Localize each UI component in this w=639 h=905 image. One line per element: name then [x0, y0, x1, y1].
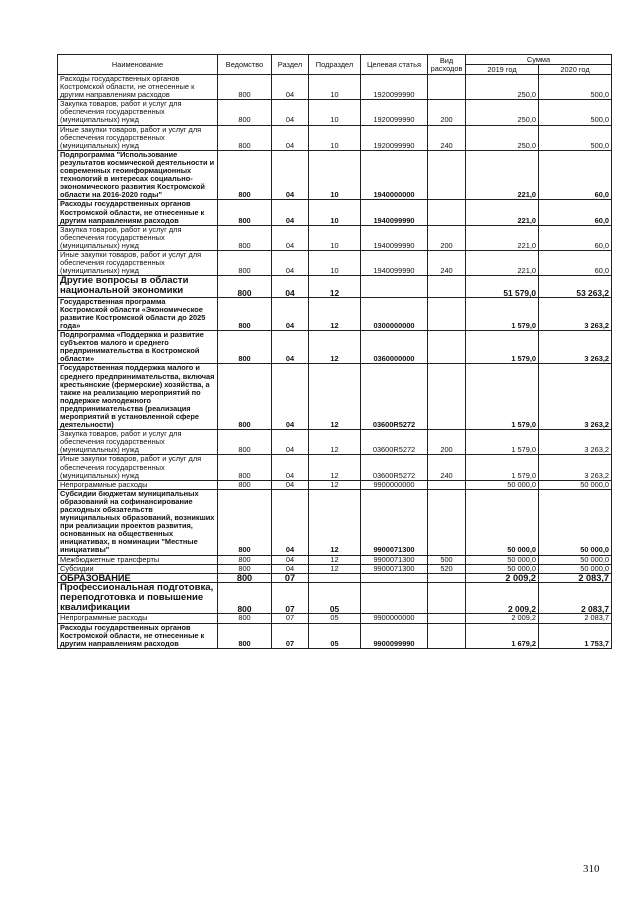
- table-cell-dept: 800: [218, 225, 272, 250]
- table-cell-name: Подпрограмма «Поддержка и развитие субъектов малого и среднего предпринимательства в Костромской области»: [58, 331, 218, 364]
- table-cell-2019: 250,0: [466, 100, 539, 125]
- table-cell-dept: 800: [218, 480, 272, 489]
- table-cell-exptype: [428, 75, 466, 100]
- table-cell-subsection: 12: [309, 297, 361, 330]
- table-cell-2020: 3 263,2: [539, 364, 612, 430]
- table-cell-dept: 800: [218, 555, 272, 564]
- table-cell-section: 07: [272, 573, 309, 582]
- table-cell-dept: 800: [218, 276, 272, 297]
- table-cell-target: [361, 276, 428, 297]
- table-cell-dept: 800: [218, 582, 272, 614]
- table-cell-2020: 3 263,2: [539, 297, 612, 330]
- table-cell-2019: 250,0: [466, 75, 539, 100]
- table-cell-exptype: 520: [428, 564, 466, 573]
- table-cell-2019: 50 000,0: [466, 489, 539, 555]
- table-cell-target: 03600R5272: [361, 455, 428, 480]
- table-cell-exptype: 200: [428, 430, 466, 455]
- table-cell-section: 04: [272, 75, 309, 100]
- table-cell-subsection: 12: [309, 430, 361, 455]
- table-cell-subsection: 10: [309, 100, 361, 125]
- table-cell-target: 1940099990: [361, 200, 428, 225]
- table-cell-2020: 3 263,2: [539, 455, 612, 480]
- header-dept: Ведомство: [218, 55, 272, 75]
- table-cell-2019: 1 579,0: [466, 364, 539, 430]
- table-cell-target: 1920099990: [361, 125, 428, 150]
- table-cell-2020: 500,0: [539, 100, 612, 125]
- table-cell-name: Подпрограмма "Использование результатов космической деятельности и современных геоинформационных технологий в интересах социально-экономического развития Костромской области на 2016-2020 годы": [58, 150, 218, 200]
- table-cell-section: 04: [272, 150, 309, 200]
- header-2019: 2019 год: [466, 65, 539, 75]
- table-cell-name: Непрограммные расходы: [58, 614, 218, 623]
- table-cell-exptype: [428, 364, 466, 430]
- table-cell-2020: 3 263,2: [539, 430, 612, 455]
- table-row: [58, 455, 612, 480]
- table-cell-name: Субсидии: [58, 564, 218, 573]
- table-cell-section: 04: [272, 200, 309, 225]
- table-cell-exptype: [428, 200, 466, 225]
- table-cell-target: 9900000000: [361, 614, 428, 623]
- table-cell-exptype: [428, 582, 466, 614]
- table-cell-exptype: 500: [428, 555, 466, 564]
- header-subsection: Подраздел: [309, 55, 361, 75]
- table-cell-dept: 800: [218, 100, 272, 125]
- table-cell-exptype: 240: [428, 455, 466, 480]
- table-cell-dept: 800: [218, 200, 272, 225]
- table-cell-section: 04: [272, 331, 309, 364]
- table-cell-2019: 2 009,2: [466, 614, 539, 623]
- table-row: [58, 150, 612, 200]
- table-cell-subsection: 12: [309, 364, 361, 430]
- table-cell-2020: 2 083,7: [539, 582, 612, 614]
- table-row: [58, 276, 612, 297]
- table-cell-name: Закупка товаров, работ и услуг для обеспечения государственных (муниципальных) нужд: [58, 225, 218, 250]
- table-cell-subsection: 12: [309, 331, 361, 364]
- table-cell-section: 04: [272, 225, 309, 250]
- table-cell-2019: 1 579,0: [466, 297, 539, 330]
- table-cell-dept: 800: [218, 455, 272, 480]
- table-cell-target: 1940000000: [361, 150, 428, 200]
- header-sum: Сумма: [466, 55, 612, 65]
- table-row: [58, 225, 612, 250]
- header-target: Целевая статья: [361, 55, 428, 75]
- table-cell-subsection: 10: [309, 200, 361, 225]
- table-cell-exptype: [428, 297, 466, 330]
- table-cell-2019: 50 000,0: [466, 555, 539, 564]
- table-cell-2019: 221,0: [466, 200, 539, 225]
- table-cell-section: 04: [272, 455, 309, 480]
- table-cell-2020: 50 000,0: [539, 489, 612, 555]
- table-cell-section: 04: [272, 125, 309, 150]
- table-row: [58, 480, 612, 489]
- table-cell-2019: 2 009,2: [466, 573, 539, 582]
- table-cell-target: 9900099990: [361, 623, 428, 648]
- table-cell-dept: 800: [218, 614, 272, 623]
- table-cell-name: Государственная поддержка малого и среднего предпринимательства, включая крестьянские (фермерские) хозяйства, а также на реализацию мероприятий по поддержке молодежного предпринимательства (реализация мероприятий в установленной сфере деятельности): [58, 364, 218, 430]
- table-row: [58, 125, 612, 150]
- table-cell-section: 07: [272, 582, 309, 614]
- table-cell-target: [361, 582, 428, 614]
- table-cell-exptype: [428, 276, 466, 297]
- table-cell-2020: 2 083,7: [539, 614, 612, 623]
- table-cell-dept: 800: [218, 430, 272, 455]
- table-cell-target: [361, 573, 428, 582]
- table-cell-target: 1940099990: [361, 250, 428, 275]
- table-cell-target: 03600R5272: [361, 364, 428, 430]
- table-cell-name: Расходы государственных органов Костромской области, не отнесенные к другим направлениям расходов: [58, 200, 218, 225]
- table-cell-name: Иные закупки товаров, работ и услуг для обеспечения государственных (муниципальных) нужд: [58, 455, 218, 480]
- table-cell-subsection: 12: [309, 480, 361, 489]
- table-cell-target: 03600R5272: [361, 430, 428, 455]
- table-cell-2019: 1 579,0: [466, 430, 539, 455]
- table-cell-name: Расходы государственных органов Костромской области, не отнесенные к другим направлениям расходов: [58, 623, 218, 648]
- table-cell-2019: 1 579,0: [466, 331, 539, 364]
- table-row: [58, 555, 612, 564]
- table-cell-subsection: 12: [309, 564, 361, 573]
- table-cell-section: 04: [272, 297, 309, 330]
- table-cell-subsection: 12: [309, 489, 361, 555]
- table-cell-target: 1940099990: [361, 225, 428, 250]
- table-cell-2020: 60,0: [539, 200, 612, 225]
- table-cell-dept: 800: [218, 150, 272, 200]
- table-cell-section: 07: [272, 614, 309, 623]
- table-cell-subsection: 12: [309, 276, 361, 297]
- table-cell-section: 04: [272, 250, 309, 275]
- table-cell-subsection: 05: [309, 623, 361, 648]
- table-cell-target: 1920099990: [361, 75, 428, 100]
- table-cell-2019: 51 579,0: [466, 276, 539, 297]
- table-row: [58, 564, 612, 573]
- table-cell-name: Иные закупки товаров, работ и услуг для обеспечения государственных (муниципальных) нужд: [58, 250, 218, 275]
- table-cell-dept: 800: [218, 125, 272, 150]
- table-cell-name: Иные закупки товаров, работ и услуг для обеспечения государственных (муниципальных) нужд: [58, 125, 218, 150]
- table-cell-section: 07: [272, 623, 309, 648]
- table-cell-dept: 800: [218, 489, 272, 555]
- table-cell-target: 9900000000: [361, 480, 428, 489]
- table-cell-name: Межбюджетные трансферты: [58, 555, 218, 564]
- table-cell-2019: 221,0: [466, 150, 539, 200]
- budget-table: [57, 54, 612, 649]
- table-cell-subsection: 10: [309, 250, 361, 275]
- table-cell-2019: 2 009,2: [466, 582, 539, 614]
- table-cell-2020: 60,0: [539, 250, 612, 275]
- table-header: [58, 55, 612, 75]
- table-row: [58, 614, 612, 623]
- table-row: [58, 364, 612, 430]
- table-cell-target: 9900071300: [361, 564, 428, 573]
- table-cell-section: 04: [272, 276, 309, 297]
- table-cell-2019: 221,0: [466, 225, 539, 250]
- table-cell-exptype: 240: [428, 125, 466, 150]
- table-cell-2020: 50 000,0: [539, 564, 612, 573]
- table-row: [58, 250, 612, 275]
- table-cell-name: ОБРАЗОВАНИЕ: [58, 573, 218, 582]
- table-cell-2019: 250,0: [466, 125, 539, 150]
- table-cell-section: 04: [272, 430, 309, 455]
- table-cell-2020: 60,0: [539, 150, 612, 200]
- table-cell-name: Профессиональная подготовка, переподготовка и повышение квалификации: [58, 582, 218, 614]
- header-name: Наименование: [58, 55, 218, 75]
- table-cell-2019: 1 679,2: [466, 623, 539, 648]
- header-2020: 2020 год: [539, 65, 612, 75]
- table-cell-dept: 800: [218, 331, 272, 364]
- table-cell-name: Расходы государственных органов Костромской области, не отнесенные к другим направлениям расходов: [58, 75, 218, 100]
- table-row: [58, 582, 612, 614]
- table-cell-name: Другие вопросы в области национальной экономики: [58, 276, 218, 297]
- table-cell-name: Непрограммные расходы: [58, 480, 218, 489]
- table-cell-exptype: [428, 331, 466, 364]
- table-row: [58, 489, 612, 555]
- header-section: Раздел: [272, 55, 309, 75]
- table-cell-target: 9900071300: [361, 555, 428, 564]
- table-cell-name: Государственная программа Костромской области «Экономическое развитие Костромской области до 2025 года»: [58, 297, 218, 330]
- table-cell-exptype: [428, 480, 466, 489]
- table-cell-subsection: 10: [309, 150, 361, 200]
- table-cell-dept: 800: [218, 564, 272, 573]
- table-cell-section: 04: [272, 364, 309, 430]
- table-cell-2020: 500,0: [539, 125, 612, 150]
- table-row: [58, 100, 612, 125]
- table-cell-2020: 1 753,7: [539, 623, 612, 648]
- table-row: [58, 430, 612, 455]
- table-cell-dept: 800: [218, 75, 272, 100]
- table-cell-2020: 2 083,7: [539, 573, 612, 582]
- table-cell-subsection: 12: [309, 455, 361, 480]
- table-cell-exptype: [428, 614, 466, 623]
- table-row: [58, 331, 612, 364]
- table-cell-exptype: 240: [428, 250, 466, 275]
- table-cell-section: 04: [272, 564, 309, 573]
- table-cell-exptype: 200: [428, 100, 466, 125]
- table-cell-target: 9900071300: [361, 489, 428, 555]
- table-cell-subsection: 12: [309, 555, 361, 564]
- table-cell-exptype: [428, 623, 466, 648]
- table-cell-subsection: 05: [309, 614, 361, 623]
- table-cell-section: 04: [272, 489, 309, 555]
- table-cell-exptype: 200: [428, 225, 466, 250]
- table-cell-section: 04: [272, 100, 309, 125]
- table-cell-dept: 800: [218, 250, 272, 275]
- table-row: [58, 297, 612, 330]
- table-cell-2019: 50 000,0: [466, 564, 539, 573]
- table-cell-target: 0360000000: [361, 331, 428, 364]
- table-row: [58, 573, 612, 582]
- page-number: 310: [583, 863, 600, 875]
- table-cell-dept: 800: [218, 623, 272, 648]
- table-cell-subsection: [309, 573, 361, 582]
- table-row: [58, 623, 612, 648]
- table-cell-section: 04: [272, 555, 309, 564]
- table-cell-dept: 800: [218, 364, 272, 430]
- table-cell-subsection: 10: [309, 225, 361, 250]
- table-cell-exptype: [428, 489, 466, 555]
- table-body: [58, 75, 612, 649]
- table-cell-target: 0300000000: [361, 297, 428, 330]
- header-exptype: Вид расходов: [428, 55, 466, 75]
- table-cell-dept: 800: [218, 573, 272, 582]
- table-cell-section: 04: [272, 480, 309, 489]
- table-cell-2019: 50 000,0: [466, 480, 539, 489]
- table-cell-name: Закупка товаров, работ и услуг для обеспечения государственных (муниципальных) нужд: [58, 100, 218, 125]
- table-cell-name: Закупка товаров, работ и услуг для обеспечения государственных (муниципальных) нужд: [58, 430, 218, 455]
- table-cell-dept: 800: [218, 297, 272, 330]
- table-cell-subsection: 10: [309, 125, 361, 150]
- table-row: [58, 75, 612, 100]
- table-cell-2019: 1 579,0: [466, 455, 539, 480]
- table-cell-name: Субсидии бюджетам муниципальных образований на софинансирование расходных обязательств муниципальных образований, возникших при реализации проектов развития, основанных на общественных инициативах, в номинации "Местные инициативы": [58, 489, 218, 555]
- table-cell-2020: 53 263,2: [539, 276, 612, 297]
- table-cell-2020: 50 000,0: [539, 480, 612, 489]
- table-cell-2020: 3 263,2: [539, 331, 612, 364]
- table-cell-subsection: 10: [309, 75, 361, 100]
- table-cell-target: 1920099990: [361, 100, 428, 125]
- table-cell-2020: 50 000,0: [539, 555, 612, 564]
- table-cell-2020: 500,0: [539, 75, 612, 100]
- table-cell-exptype: [428, 573, 466, 582]
- table-cell-exptype: [428, 150, 466, 200]
- table-cell-subsection: 05: [309, 582, 361, 614]
- table-row: [58, 200, 612, 225]
- table-cell-2019: 221,0: [466, 250, 539, 275]
- table-cell-2020: 60,0: [539, 225, 612, 250]
